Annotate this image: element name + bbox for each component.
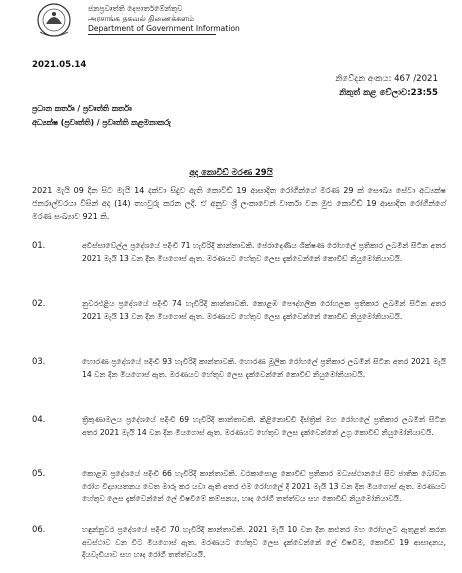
item-number: 06. bbox=[32, 524, 46, 534]
department-name-english: Department of Government Information bbox=[88, 24, 240, 33]
header-divider bbox=[88, 34, 216, 35]
item-text: කොළඹ ප්‍රදේශයේ පදිංචි 66 හැවිරිදි කාන්තාවකි. වරකාපොළ කොවිඩ් ප්‍රතිකාර මධ්‍යස්ථානයේ සිට ජාතික බෝවන රෝග විද්‍යායතනය වෙත මාරු කර යවා ඇති අතර එම රෝහලේ දී 2021 මැයි 13 වන දින මියගොස් ඇත. මරණයට හේතුව ලෙස දැක්වෙන්නේ ලේ විෂවීමේ කම්පනය, හෘද රෝගී තත්ත්වය සහ කොවිඩ් නියුමෝනියාවයි. bbox=[82, 469, 446, 503]
item-text: ත්‍රිකුණාමලය ප්‍රදේශයේ පදිංචි 69 හැවිරිදි කාන්තාවකි. කිළිනොච්චි දිස්ත්‍රික් මහ රෝහලේ ප්‍රතිකාර ලබමින් සිටින අතර 2021 මැයි 14 වන දින මියගොස් ඇත. මරණයට හේතුව ලෙස දැක්වෙන්නේ උග්‍ර කොවිඩ් නියුමෝනියාවයි. bbox=[82, 415, 446, 437]
title-text: අද කොවිඩ් මරණ 29යි bbox=[189, 167, 273, 177]
government-emblem-icon bbox=[32, 2, 76, 38]
item-text: අවිස්සාවේල්ල ප්‍රදේශයේ පදිංචි 71 හැවිරිදි කාන්තාවකි. පේරාදෙණිය ශික්ෂණ රෝහලේ ප්‍රතිකාර ලබමින් සිටින අතර 2021 මැයි 13 වන දින මියගොස් ඇත. මරණයට හේතුව ලෙස දැක්වෙන්නේ කොවිඩ් නියුමෝනියාවයි. bbox=[82, 241, 446, 263]
department-name-sinhala: ජනප්‍රවෘත්ති දෙපාර්තමේන්තුව bbox=[88, 4, 183, 13]
addressee-line: අධ්‍යක්ෂ (ප්‍රවෘත්ති) / ප්‍රවෘත්ති කළමනාකරු bbox=[32, 118, 171, 127]
department-name-tamil: அரசாங்க தகவல் திணைக்களம் bbox=[88, 14, 194, 23]
item-number: 02. bbox=[32, 298, 46, 308]
item-number: 03. bbox=[32, 356, 46, 366]
intro-paragraph: 2021 මැයි 09 දින සිට මැයි 14 දක්වා සිදුව ඇති කොවිඩ් 19 ආසාදිත රෝගීන්ගේ මරණ 29 ක් සෞඛ්‍ය සේවා අධ්‍යක්ෂ ජනරාල්වරයා විසින් අද (14) තහවුරු කරන ලදී. ඒ අනුව ශ්‍රී ලංකාවෙන් වාර්තා වන මුළු කොවිඩ් 19 ආසාදිත රෝගීන්ගේ මරණ සංඛ්‍යාව 921 කි. bbox=[32, 186, 446, 221]
addressee-line: ප්‍රධාන කර්තෘ / ප්‍රවෘත්ති කර්තෘ bbox=[32, 104, 132, 113]
item-text: හොරණ ප්‍රදේශයේ පදිංචි 93 හැවිරිදි කාන්තාවකි. හොරණ මූලික රෝහලේ ප්‍රතිකාර ලබමින් සිටින අතර 2021 මැයි 14 වන දින මියගොස් ඇත. මරණයට හේතුව ලෙස දැක්වෙන්නේ කොවිඩ් නියුමෝනියාවයි. bbox=[82, 357, 446, 379]
item-text: හඳුන්නුවර ප්‍රදේශයේ පදිංචි 70 හැවිරිදි කාන්තාවකි. 2021 මැයි 10 වන දින කළුතර මහ රෝහලට ඇතුළත් කරන අවස්ථාව වන විට මියගොස් ඇත. මරණයට හේතුව ලෙස දැක්වෙන්නේ ලේ විෂවීම, කොවිඩ් 19 ආසාදනය, දියවැඩියාව සහ හෘද රෝගී තත්ත්වයයි. bbox=[82, 525, 446, 559]
release-number: නිවේදන අංකය: 467 /2021 bbox=[335, 74, 438, 84]
page-title bbox=[0, 167, 462, 178]
item-text: නුවරඑළිය ප්‍රදේශයේ පදිංචි 74 හැවිරිදි කාන්තාවකි. කොළඹ පෞද්ගලික රෝහලක ප්‍රතිකාර ලබමින් සිටින අතර 2021 මැයි 13 වන දින මියගොස් ඇත. මරණයට හේතුව ලෙස දැක්වෙන්නේ කොවිඩ් නියුමෝනියාවයි. bbox=[82, 299, 446, 321]
release-time: නිකුත් කළ වේලාව:23:55 bbox=[339, 88, 438, 98]
item-number: 01. bbox=[32, 240, 46, 250]
release-date: 2021.05.14 bbox=[32, 60, 87, 70]
item-number: 05. bbox=[32, 468, 46, 478]
item-number: 04. bbox=[32, 414, 46, 424]
